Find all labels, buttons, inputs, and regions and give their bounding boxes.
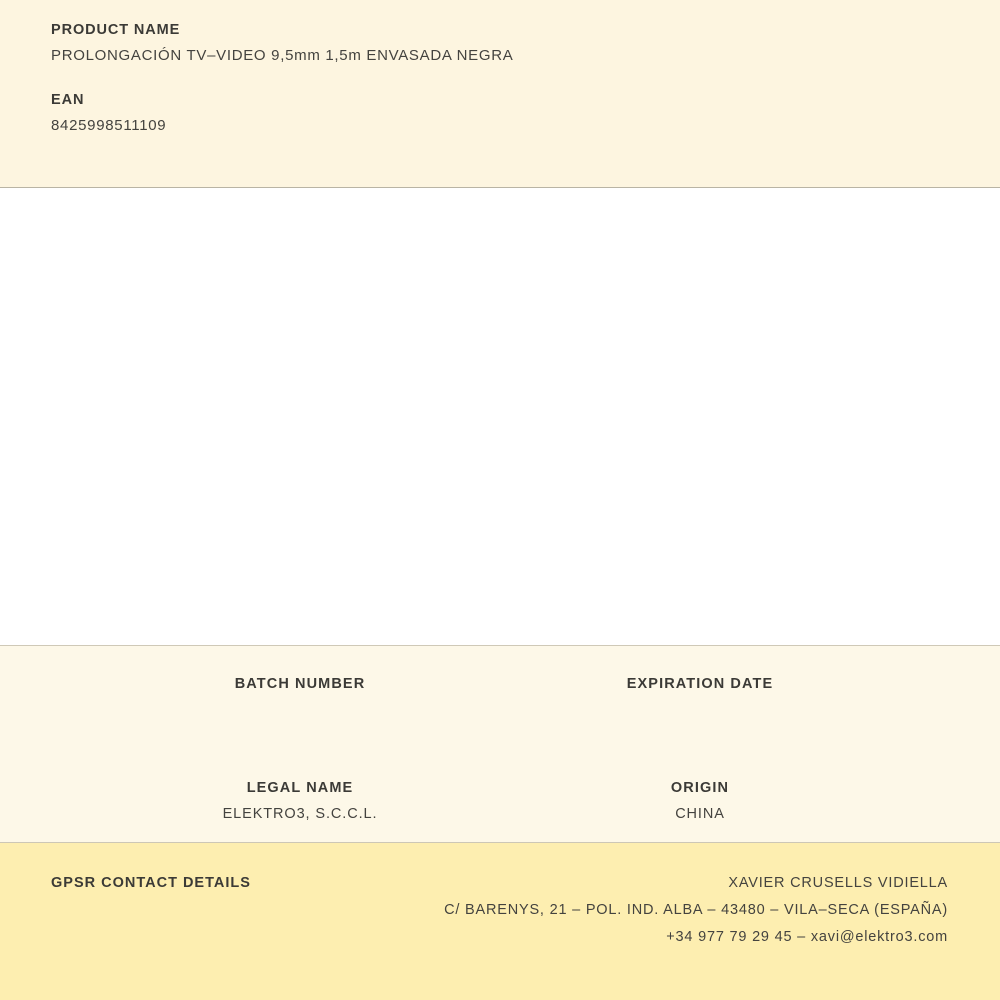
- product-name-label: PRODUCT NAME: [51, 22, 181, 38]
- legal-name-field: [100, 780, 500, 824]
- gpsr-contact-address: C/ BARENYS, 21 – POL. IND. ALBA – 43480 – VILA–SECA (ESPAÑA): [444, 902, 948, 918]
- product-info-block: [0, 0, 1000, 188]
- expiration-date-label: EXPIRATION DATE: [626, 676, 774, 692]
- expiration-date-field: [500, 676, 900, 720]
- gpsr-contact-lines: [251, 875, 948, 945]
- product-name-value: PROLONGACIÓN TV–VIDEO 9,5mm 1,5m ENVASADA NEGRA: [51, 47, 514, 64]
- gpsr-contact-name: XAVIER CRUSELLS VIDIELLA: [728, 875, 948, 891]
- blank-image-area: [0, 188, 1000, 646]
- origin-label: ORIGIN: [670, 780, 730, 796]
- ean-value: 8425998511109: [51, 117, 167, 134]
- expiration-date-value: [500, 702, 900, 720]
- legal-name-label: LEGAL NAME: [246, 780, 354, 796]
- origin-field: [500, 780, 900, 824]
- legal-row: [0, 780, 1000, 824]
- legal-name-value: ELEKTRO3, S.C.C.L.: [222, 806, 378, 822]
- gpsr-contact-phone-email: +34 977 79 29 45 – xavi@elektro3.com: [666, 929, 948, 945]
- gpsr-contact-title: GPSR CONTACT DETAILS: [51, 875, 251, 891]
- batch-details-block: [0, 646, 1000, 843]
- batch-number-value: [100, 702, 500, 720]
- product-name-field: [51, 22, 950, 64]
- ean-field: [51, 92, 950, 134]
- origin-value: CHINA: [675, 806, 725, 822]
- gpsr-contact-block: [0, 843, 1000, 1000]
- batch-number-field: [100, 676, 500, 720]
- batch-row: [0, 676, 1000, 720]
- batch-number-label: BATCH NUMBER: [234, 676, 366, 692]
- ean-label: EAN: [51, 92, 85, 108]
